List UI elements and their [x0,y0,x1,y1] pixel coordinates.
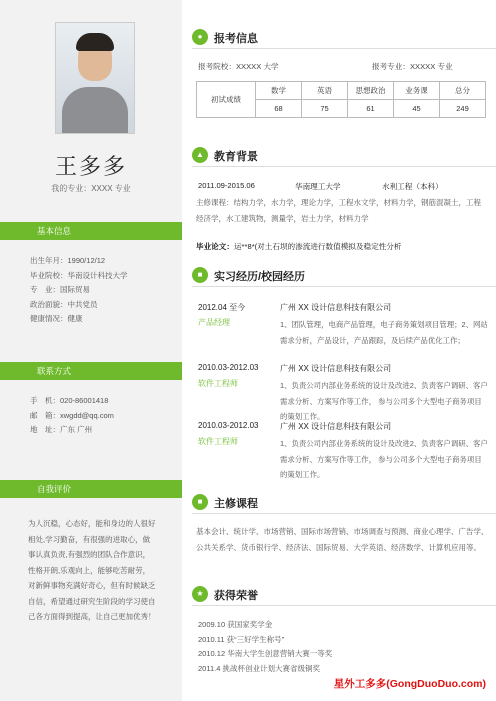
score-header: 数学 [256,82,302,100]
self-eval-header: 自我评价 [0,480,182,498]
basic-info-list [30,254,128,327]
profile-photo [55,22,135,134]
section-title: 报考信息 [214,33,258,45]
user-icon: ● [192,29,208,45]
edu-thesis: 毕业论文：运**8*(对土石坝的渗流进行数值模拟及稳定性分析 [196,242,402,251]
score-header: 思想政治 [348,82,394,100]
experience-item: 2010.03-2012.03 软件工程师 广州 XX 设计信息科技有限公司 1、负责公司内部业务系统的设计及改进2、负责客户调研、客户需求分析、方案写作等工作， 参与公司多个大型电子商务项目的策划工作。 [198,363,488,421]
contact-row: 地 址： 广东 广州 [30,425,93,434]
edu-major: 水利工程（本科） [382,182,443,191]
info-row: 出生年月： 1990/12/12 [30,256,106,265]
honor-item: 2011.4 挑战杯创业计划大赛省级铜奖 [198,663,320,673]
info-row: 毕业院校： 华南设计科技大学 [30,270,128,280]
watermark: 星外工多多(GongDuoDuo.com) [333,678,486,690]
book-icon: ■ [192,494,208,510]
honors-list [198,618,490,676]
briefcase-icon: ■ [192,267,208,283]
score-value: 249 [440,100,486,118]
contact-list [30,394,114,438]
edu-school: 华南理工大学 [295,182,341,191]
exam-school: 报考院校：XXXXX 大学 [198,62,279,71]
candidate-major: 我的专业：XXXX 专业 [51,184,131,193]
info-row: 健康情况： 健康 [30,314,83,323]
candidate-name: 王多多 [54,154,127,179]
basic-info-header: 基本信息 [0,222,182,240]
score-value: 45 [394,100,440,118]
edu-courses: 主修课程：结构力学，水力学，理论力学，工程水文学，材料力学，钢筋混凝土，工程经济学，水工建筑物，测量学，岩土力学，材料力学 [196,198,481,223]
exam-major: 报考专业：XXXXX 专业 [372,62,453,71]
honor-item: 2010.12 华南大学生创意营销大赛一等奖 [198,649,333,658]
main-content [182,0,496,701]
trophy-icon: ★ [192,586,208,602]
contact-row: 手 机： 020-86001418 [30,396,109,405]
score-row-label: 初试成绩 [197,82,256,118]
section-title: 主修课程 [214,498,258,510]
honor-item: 2009.10 获国家奖学金 [198,620,273,629]
graduation-cap-icon: ▲ [192,147,208,163]
self-eval-text: 为人沉稳，心态好，能和身边的人很好相处,学习勤奋，有很强的进取心，做事认真负责,有强烈的团队合作意识，性格开朗,乐观向上，能够吃苦耐劳，对新鲜事物充满好奇心，但有时候缺乏自信，希望通过研究生阶段的学习使自己各方面得到提高，让自己更加优秀！ [28,519,156,621]
info-row: 专 业： 国际贸易 [30,285,90,294]
score-header: 业务课 [394,82,440,100]
info-row: 政治面貌： 中共党员 [30,299,98,309]
section-title: 实习经历/校园经历 [214,271,306,283]
experience-item: 2012.04 至今 产品经理 广州 XX 设计信息科技有限公司 1、团队管理，电商产品管理，电子商务策划项目管理；2、网站需求分析，产品设计，产品跟踪，及后续产品优化工作； [198,303,488,345]
score-header: 英语 [302,82,348,100]
sidebar [0,0,182,701]
score-value: 61 [348,100,394,118]
experience-item: 2010.03-2012.03 软件工程师 广州 XX 设计信息科技有限公司 1、负责公司内部业务系统的设计及改进2、负责客户调研、客户需求分析、方案写作等工作， 参与公司多个大型电子商务项目的策划工作。 [198,421,488,479]
score-value: 75 [302,100,348,118]
score-value: 68 [256,100,302,118]
contact-row: 邮 箱： xwgdd@qq.com [30,410,114,420]
contact-header: 联系方式 [0,362,182,380]
section-title: 教育背景 [214,151,258,163]
courses-text: 基本会计、统计学、市场营销、国际市场营销、市场调查与预测、商业心理学、广告学、公共关系学、货币银行学、经济法、国际贸易、大学英语、经济数学、计算机应用等。 [196,527,489,552]
honor-item: 2010.11 获“三好学生称号” [198,634,285,644]
section-title: 获得荣誉 [214,590,258,602]
score-table [196,81,486,118]
edu-period: 2011.09-2015.06 [198,181,255,190]
score-header: 总分 [440,82,486,100]
